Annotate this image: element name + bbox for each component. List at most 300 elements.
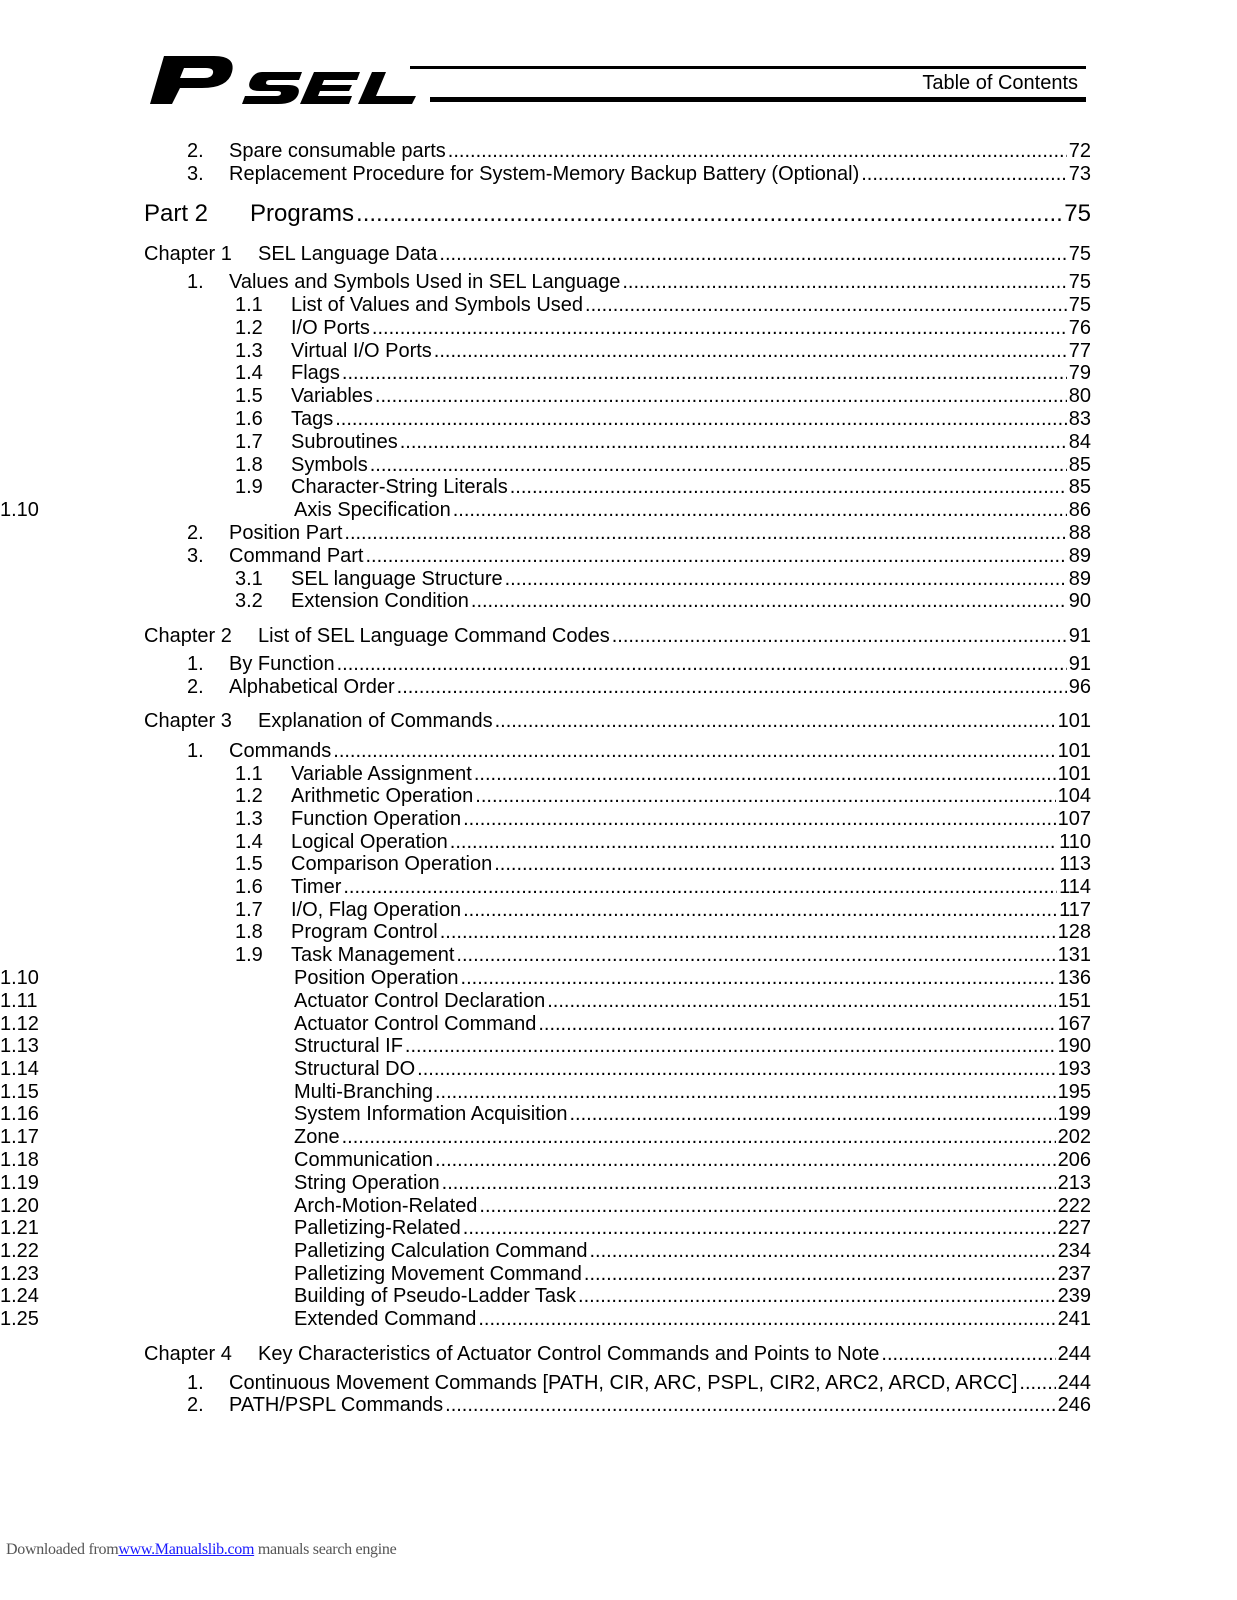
toc-entry-page: 234 [1057, 1240, 1091, 1262]
toc-entry-page: 128 [1057, 921, 1091, 943]
toc-leader-dots [342, 362, 1067, 385]
toc-leader-dots [881, 1343, 1055, 1366]
toc-entry[interactable] [0, 499, 1237, 522]
toc-entry[interactable] [0, 763, 1237, 786]
toc-entry[interactable] [0, 1240, 1237, 1263]
toc-entry-page: 237 [1057, 1263, 1091, 1285]
toc-entry-number: 1.13 [0, 1035, 39, 1057]
toc-entry[interactable] [0, 476, 1237, 499]
toc-entry-line [291, 454, 1091, 477]
toc-entry[interactable] [0, 1149, 1237, 1172]
toc-entry-line [291, 590, 1091, 613]
toc-entry-number: 1.10 [0, 499, 39, 521]
toc-entry[interactable] [0, 362, 1237, 385]
toc-entry[interactable] [0, 1372, 1237, 1395]
toc-entry-page: 227 [1057, 1217, 1091, 1239]
toc-entry-line [294, 1081, 1091, 1104]
toc-entry[interactable] [0, 1081, 1237, 1104]
toc-entry-page: 151 [1057, 990, 1091, 1012]
toc-entry-title: Communication [294, 1149, 433, 1171]
toc-entry-line [294, 1217, 1091, 1240]
toc-entry-title: Command Part [229, 545, 364, 567]
toc-entry-page: 77 [1068, 340, 1091, 362]
toc-leader-dots [1019, 1372, 1055, 1395]
toc-entry-page: 107 [1057, 808, 1091, 830]
toc-entry[interactable] [0, 653, 1237, 676]
toc-entry-title: Actuator Control Command [294, 1013, 537, 1035]
toc-entry[interactable] [0, 1217, 1237, 1240]
toc-entry-title: Arithmetic Operation [291, 785, 474, 807]
toc-entry-title: I/O, Flag Operation [291, 899, 462, 921]
toc-entry[interactable] [0, 317, 1237, 340]
toc-entry-number: 1.8 [235, 921, 263, 943]
toc-entry-number: 2. [187, 676, 204, 698]
toc-entry-page: 86 [1068, 499, 1091, 521]
toc-entry-line [294, 1285, 1091, 1308]
toc-entry[interactable] [0, 271, 1237, 294]
toc-leader-dots [471, 590, 1067, 613]
toc-entry[interactable] [0, 944, 1237, 967]
toc-entry-number: 1.4 [235, 362, 263, 384]
toc-entry-title: Task Management [291, 944, 455, 966]
toc-entry[interactable] [0, 1126, 1237, 1149]
toc-entry-title: Logical Operation [291, 831, 448, 853]
toc-entry-number: 1.5 [235, 385, 263, 407]
toc-leader-dots [475, 785, 1055, 808]
toc-entry[interactable] [0, 568, 1237, 591]
toc-entry-number: Chapter 2 [144, 625, 232, 647]
toc-leader-dots [450, 831, 1057, 854]
toc-entry-line [294, 1195, 1091, 1218]
toc-leader-dots [861, 163, 1067, 186]
toc-entry-line [291, 408, 1091, 431]
toc-entry-title: Arch-Motion-Related [294, 1195, 478, 1217]
toc-leader-dots [337, 653, 1067, 676]
toc-entry-number: 1. [187, 1372, 204, 1394]
toc-entry-number: 1.18 [0, 1149, 39, 1171]
toc-entry-title: List of SEL Language Command Codes [258, 625, 610, 647]
toc-entry-page: 190 [1057, 1035, 1091, 1057]
toc-entry-title: I/O Ports [291, 317, 370, 339]
toc-entry[interactable] [0, 921, 1237, 944]
toc-leader-dots [456, 944, 1055, 967]
toc-leader-dots [356, 199, 1062, 229]
toc-entry-title: PATH/PSPL Commands [229, 1394, 444, 1416]
toc-leader-dots [463, 808, 1056, 831]
toc-entry-title: System Information Acquisition [294, 1103, 568, 1125]
toc-leader-dots [370, 454, 1067, 477]
toc-entry-number: 1.2 [235, 317, 263, 339]
toc-entry-number: 3. [187, 545, 204, 567]
toc-entry-number: 1.3 [235, 340, 263, 362]
toc-entry-page: 202 [1057, 1126, 1091, 1148]
toc-entry-number: 1.20 [0, 1195, 39, 1217]
toc-entry[interactable] [0, 831, 1237, 854]
toc-entry-line [291, 876, 1091, 899]
toc-entry-number: 1. [187, 740, 204, 762]
toc-entry-number: 2. [187, 1394, 204, 1416]
toc-entry-number: 1.7 [235, 431, 263, 453]
toc-entry-page: 131 [1057, 944, 1091, 966]
toc-entry[interactable] [0, 1103, 1237, 1126]
toc-leader-dots [463, 899, 1057, 922]
toc-entry[interactable] [0, 1394, 1237, 1417]
toc-entry-number: 1.1 [235, 294, 263, 316]
toc-entry-number: 1.11 [0, 990, 38, 1012]
toc-leader-dots [612, 625, 1067, 648]
toc-entry-line [291, 362, 1091, 385]
toc-leader-dots [344, 522, 1066, 545]
toc-entry[interactable] [0, 876, 1237, 899]
toc-entry-number: 1.14 [0, 1058, 39, 1080]
toc-entry-line [291, 294, 1091, 317]
toc-entry[interactable] [0, 785, 1237, 808]
toc-entry[interactable] [0, 340, 1237, 363]
toc-leader-dots [400, 431, 1067, 454]
toc-leader-dots [442, 1172, 1056, 1195]
toc-entry-title: Comparison Operation [291, 853, 493, 875]
toc-entry-number: 1.3 [235, 808, 263, 830]
toc-entry[interactable] [0, 1172, 1237, 1195]
toc-entry-title: Programs [250, 200, 355, 227]
toc-entry[interactable] [0, 1308, 1237, 1331]
toc-entry[interactable] [0, 454, 1237, 477]
toc-leader-dots [417, 1058, 1055, 1081]
toc-entry-title: Character-String Literals [291, 476, 508, 498]
toc-entry-title: List of Values and Symbols Used [291, 294, 584, 316]
toc-entry-line [229, 163, 1091, 186]
toc-entry-line [291, 476, 1091, 499]
toc-entry-page: 76 [1068, 317, 1091, 339]
toc-entry[interactable] [0, 431, 1237, 454]
toc-entry[interactable] [0, 853, 1237, 876]
toc-entry-page: 193 [1057, 1058, 1091, 1080]
toc-entry-number: 1.10 [0, 967, 39, 989]
toc-leader-dots [505, 568, 1067, 591]
toc-entry-number: 3.2 [235, 590, 263, 612]
toc-entry-number: Chapter 3 [144, 710, 232, 732]
toc-entry-page: 101 [1057, 740, 1091, 762]
toc-entry-number: 1.17 [0, 1126, 39, 1148]
toc-entry-line [258, 625, 1091, 648]
toc-entry-page: 199 [1057, 1103, 1091, 1125]
toc-entry-title: Spare consumable parts [229, 140, 446, 162]
toc-entry[interactable] [0, 1058, 1237, 1081]
toc-entry-title: Explanation of Commands [258, 710, 493, 732]
toc-entry-title: Palletizing Movement Command [294, 1263, 582, 1285]
toc-entry-page: 244 [1057, 1372, 1091, 1394]
toc-entry-line [258, 1343, 1091, 1366]
toc-entry-title: Alphabetical Order [229, 676, 395, 698]
toc-entry-page: 75 [1068, 243, 1091, 265]
toc-entry-line [291, 431, 1091, 454]
toc-entry-page: 213 [1057, 1172, 1091, 1194]
toc-entry[interactable] [0, 545, 1237, 568]
toc-entry-line [294, 1035, 1091, 1058]
toc-entry-page: 241 [1057, 1308, 1091, 1330]
toc-entry[interactable] [0, 967, 1237, 990]
toc-entry[interactable] [0, 1195, 1237, 1218]
toc-entry-page: 206 [1057, 1149, 1091, 1171]
toc-entry-title: String Operation [294, 1172, 440, 1194]
toc-entry-line [291, 921, 1091, 944]
toc-entry-page: 73 [1068, 163, 1091, 185]
toc-entry-title: Zone [294, 1126, 340, 1148]
footer-link[interactable]: www.Manualslib.com [118, 1541, 255, 1558]
toc-entry-line [291, 385, 1091, 408]
toc-entry-page: 84 [1068, 431, 1091, 453]
toc-entry[interactable] [0, 1263, 1237, 1286]
toc-leader-dots [405, 1035, 1056, 1058]
toc-entry[interactable] [0, 1035, 1237, 1058]
toc-entry-number: 1.9 [235, 944, 263, 966]
toc-entry-line [294, 1126, 1091, 1149]
toc-entry-number: 1.9 [235, 476, 263, 498]
toc-entry-number: 2. [187, 140, 204, 162]
toc-entry[interactable] [0, 1013, 1237, 1036]
toc-entry-page: 117 [1059, 899, 1091, 921]
toc-entry-line [294, 1308, 1091, 1331]
toc-entry-number: 1.12 [0, 1013, 39, 1035]
footer-prefix: Downloaded from [6, 1541, 119, 1558]
toc-entry-title: By Function [229, 653, 335, 675]
toc-leader-dots [448, 140, 1067, 163]
toc-entry-page: 110 [1059, 831, 1091, 853]
toc-leader-dots [569, 1103, 1055, 1126]
toc-entry-line [229, 1372, 1091, 1395]
toc-entry[interactable] [0, 199, 1237, 229]
toc-entry[interactable] [0, 294, 1237, 317]
toc-entry-line [291, 808, 1091, 831]
toc-entry-number: 1.25 [0, 1308, 39, 1330]
toc-entry-line [291, 763, 1091, 786]
toc-entry-title: SEL Language Data [258, 243, 438, 265]
toc-entry-line [291, 340, 1091, 363]
toc-entry-title: Variables [291, 385, 373, 407]
toc-leader-dots [375, 385, 1067, 408]
toc-entry-page: 85 [1068, 454, 1091, 476]
toc-entry-line [250, 199, 1091, 229]
toc-leader-dots [584, 1263, 1056, 1286]
toc-entry-page: 239 [1057, 1285, 1091, 1307]
toc-entry-number: 1. [187, 271, 204, 293]
toc-leader-dots [453, 499, 1067, 522]
toc-entry-line [294, 1058, 1091, 1081]
footer-note [6, 1541, 396, 1559]
toc-entry-title: Program Control [291, 921, 438, 943]
toc-entry-line [294, 1149, 1091, 1172]
toc-entry-title: Building of Pseudo-Ladder Task [294, 1285, 577, 1307]
toc-entry-number: 1.16 [0, 1103, 39, 1125]
toc-entry-page: 104 [1057, 785, 1091, 807]
toc-leader-dots [333, 740, 1055, 763]
toc-entry-line [258, 710, 1091, 733]
toc-entry-line [291, 785, 1091, 808]
header-title: Table of Contents [922, 72, 1078, 94]
toc-entry-number: 1.22 [0, 1240, 39, 1262]
toc-entry-number: 1.5 [235, 853, 263, 875]
toc-entry-page: 246 [1057, 1394, 1091, 1416]
toc-entry-line [291, 568, 1091, 591]
toc-entry[interactable] [0, 243, 1237, 266]
toc-entry[interactable] [0, 1285, 1237, 1308]
toc-entry-title: SEL language Structure [291, 568, 503, 590]
toc-entry-title: Flags [291, 362, 340, 384]
toc-entry-title: Symbols [291, 454, 368, 476]
toc-entry-line [291, 831, 1091, 854]
toc-entry-number: 3.1 [235, 568, 263, 590]
toc-entry-line [229, 1394, 1091, 1417]
toc-entry-page: 79 [1068, 362, 1091, 384]
toc-leader-dots [445, 1394, 1055, 1417]
toc-leader-dots [461, 967, 1056, 990]
toc-leader-dots [366, 545, 1067, 568]
toc-entry-title: Actuator Control Declaration [294, 990, 546, 1012]
toc-entry-number: 1.2 [235, 785, 263, 807]
toc-entry-line [294, 990, 1091, 1013]
toc-entry-line [291, 317, 1091, 340]
toc-entry-page: 75 [1068, 271, 1091, 293]
toc-entry-line [291, 944, 1091, 967]
toc-entry-title: Extension Condition [291, 590, 469, 612]
toc-leader-dots [474, 763, 1056, 786]
toc-entry[interactable] [0, 385, 1237, 408]
toc-entry[interactable] [0, 163, 1237, 186]
toc-entry-page: 83 [1068, 408, 1091, 430]
toc-entry-title: Replacement Procedure for System-Memory Backup Battery (Optional) [229, 163, 860, 185]
toc-entry-title: Subroutines [291, 431, 398, 453]
toc-entry[interactable] [0, 740, 1237, 763]
toc-entry-title: Commands [229, 740, 332, 762]
toc-entry[interactable] [0, 625, 1237, 648]
toc-entry[interactable] [0, 140, 1237, 163]
toc-entry-title: Variable Assignment [291, 763, 472, 785]
toc-entry[interactable] [0, 808, 1237, 831]
toc-entry-page: 244 [1057, 1343, 1091, 1365]
toc-entry-number: Chapter 4 [144, 1343, 232, 1365]
toc-entry-title: Function Operation [291, 808, 462, 830]
toc-entry-page: 96 [1068, 676, 1091, 698]
toc-entry-line [291, 899, 1091, 922]
toc-leader-dots [585, 294, 1067, 317]
toc-entry-line [294, 1013, 1091, 1036]
toc-entry-number: 1.19 [0, 1172, 39, 1194]
toc-entry-page: 80 [1068, 385, 1091, 407]
toc-entry-number: 1.23 [0, 1263, 39, 1285]
toc-entry[interactable] [0, 676, 1237, 699]
toc-entry-line [294, 1240, 1091, 1263]
toc-entry[interactable] [0, 990, 1237, 1013]
toc-entry-line [294, 967, 1091, 990]
toc-entry-page: 195 [1057, 1081, 1091, 1103]
toc-leader-dots [478, 1308, 1055, 1331]
toc-entry-page: 75 [1068, 294, 1091, 316]
toc-leader-dots [335, 408, 1067, 431]
toc-entry-page: 114 [1059, 876, 1091, 898]
toc-entry-title: Structural IF [294, 1035, 403, 1057]
toc-entry-page: 136 [1057, 967, 1091, 989]
toc-entry-page: 101 [1057, 710, 1091, 732]
toc-entry-number: 1.7 [235, 899, 263, 921]
toc-leader-dots [342, 1126, 1056, 1149]
toc-leader-dots [495, 710, 1056, 733]
toc-entry-line [229, 140, 1091, 163]
toc-entry-number: 1. [187, 653, 204, 675]
toc-entry-page: 91 [1068, 653, 1091, 675]
toc-leader-dots [622, 271, 1066, 294]
toc-entry-page: 113 [1059, 853, 1091, 875]
toc-entry-number: Chapter 1 [144, 243, 232, 265]
toc-entry[interactable] [0, 408, 1237, 431]
toc-entry-page: 91 [1068, 625, 1091, 647]
toc-entry[interactable] [0, 590, 1237, 613]
toc-entry[interactable] [0, 899, 1237, 922]
toc-entry-number: 1.1 [235, 763, 263, 785]
toc-entry-page: 72 [1068, 140, 1091, 162]
toc-entry-number: Part 2 [144, 200, 209, 227]
toc-leader-dots [538, 1013, 1055, 1036]
toc-leader-dots [434, 340, 1067, 363]
toc-entry-number: 1.6 [235, 408, 263, 430]
toc-leader-dots [343, 876, 1057, 899]
toc-entry-line [229, 740, 1091, 763]
toc-leader-dots [372, 317, 1067, 340]
toc-entry-number: 2. [187, 522, 204, 544]
toc-leader-dots [440, 921, 1056, 944]
toc-entry-line [229, 271, 1091, 294]
toc-leader-dots [397, 676, 1067, 699]
toc-entry-line [294, 499, 1091, 522]
toc-entry-page: 89 [1068, 568, 1091, 590]
toc-entry-line [229, 653, 1091, 676]
toc-leader-dots [463, 1217, 1056, 1240]
toc-entry-title: Key Characteristics of Actuator Control Commands and Points to Note [258, 1343, 880, 1365]
toc-leader-dots [435, 1149, 1056, 1172]
toc-entry-title: Virtual I/O Ports [291, 340, 432, 362]
footer-suffix: manuals search engine [254, 1541, 397, 1558]
toc-entry-title: Position Part [229, 522, 343, 544]
toc-entry-page: 167 [1057, 1013, 1091, 1035]
toc-entry-line [229, 522, 1091, 545]
toc-leader-dots [589, 1240, 1055, 1263]
toc-entry[interactable] [0, 710, 1237, 733]
toc-entry-number: 1.21 [0, 1217, 39, 1239]
toc-entry-line [291, 853, 1091, 876]
toc-leader-dots [494, 853, 1057, 876]
toc-leader-dots [439, 243, 1066, 266]
toc-entry-page: 222 [1057, 1195, 1091, 1217]
toc-entry-title: Multi-Branching [294, 1081, 433, 1103]
toc-leader-dots [547, 990, 1055, 1013]
toc-entry[interactable] [0, 522, 1237, 545]
toc-entry-title: Palletizing Calculation Command [294, 1240, 588, 1262]
toc-entry-number: 1.8 [235, 454, 263, 476]
toc-entry-page: 85 [1068, 476, 1091, 498]
toc-entry-number: 1.4 [235, 831, 263, 853]
toc-entry-page: 75 [1064, 200, 1091, 227]
toc-entry-title: Palletizing-Related [294, 1217, 461, 1239]
toc-entry-page: 89 [1068, 545, 1091, 567]
toc-entry-line [294, 1103, 1091, 1126]
toc-entry-line [258, 243, 1091, 266]
toc-entry[interactable] [0, 1343, 1237, 1366]
toc-entry-number: 1.6 [235, 876, 263, 898]
toc-entry-line [229, 545, 1091, 568]
toc-entry-line [229, 676, 1091, 699]
toc-entry-line [294, 1263, 1091, 1286]
toc-entry-number: 3. [187, 163, 204, 185]
toc-entry-page: 90 [1068, 590, 1091, 612]
